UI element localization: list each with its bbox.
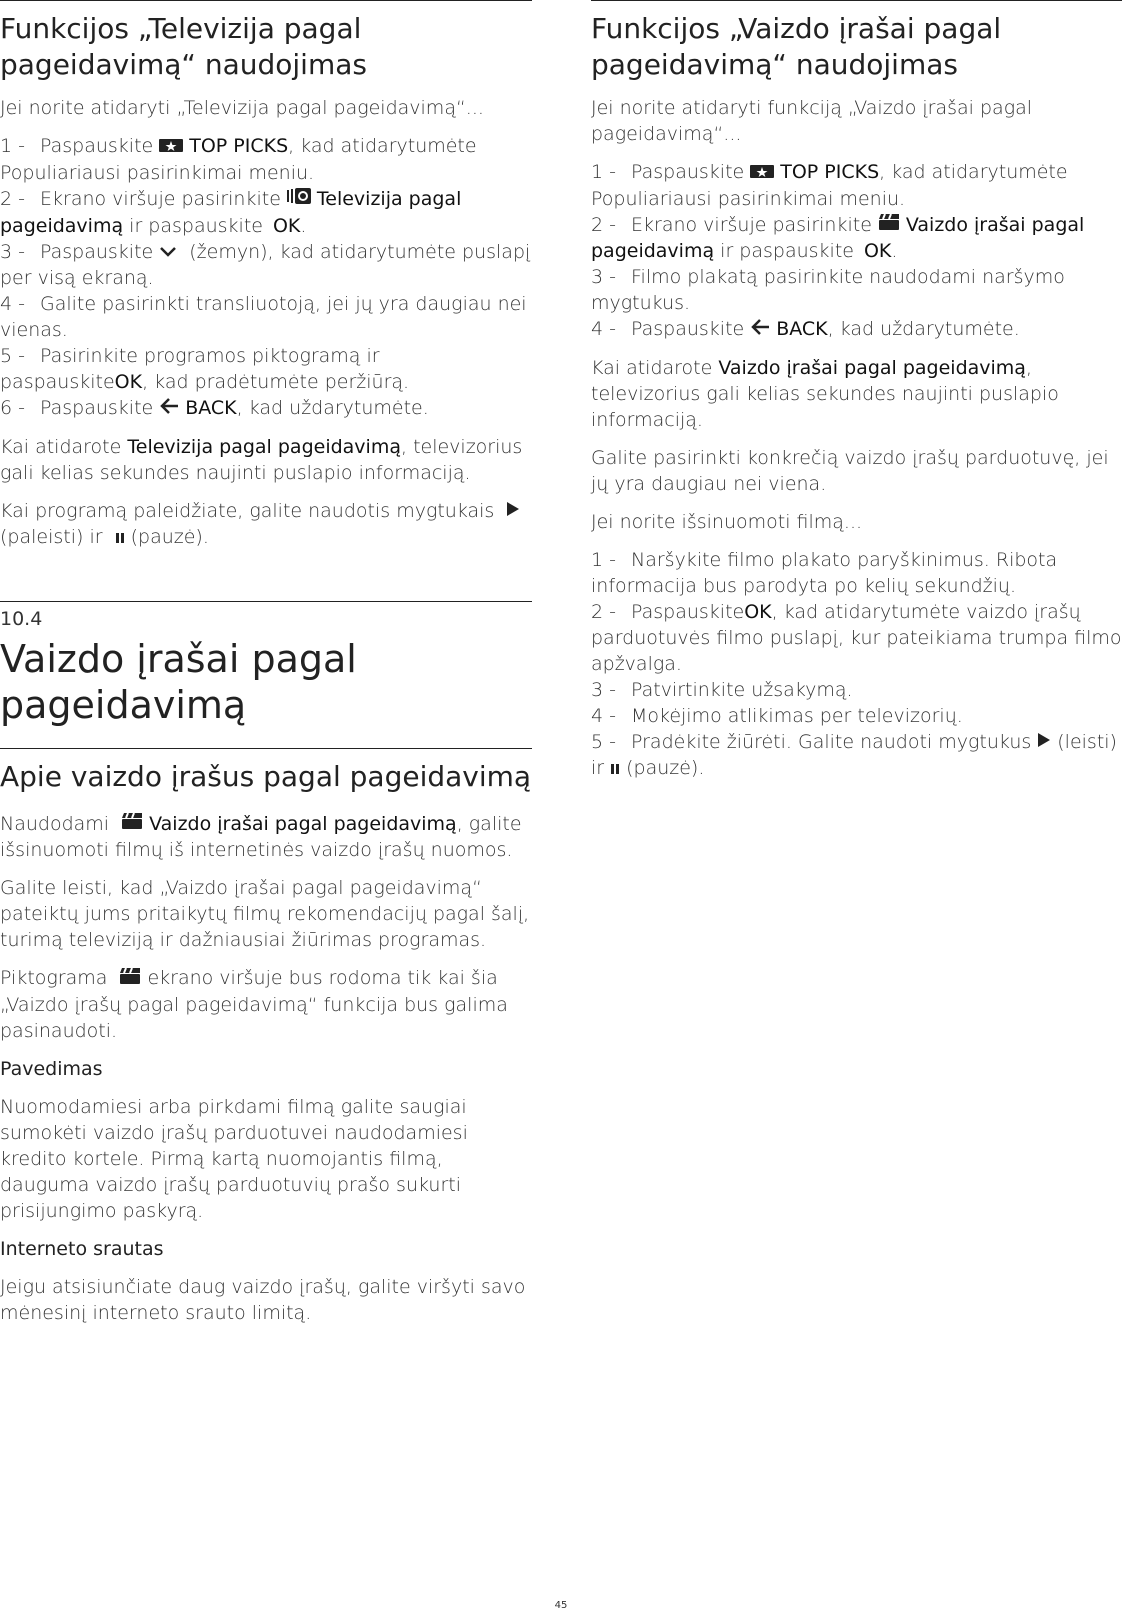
section-rule bbox=[0, 748, 532, 749]
step-item: 2 - PaspauskiteOK, kad atidarytumėte vaizdo įrašų parduotuvės filmo puslapį, kur pateikiama trumpa filmo apžvalga. bbox=[591, 600, 1122, 675]
paragraph: Kai atidarote Televizija pagal pageidavimą, televizorius gali kelias sekundes naujinti puslapio informaciją. bbox=[0, 435, 523, 484]
section-title-tv-on-demand: Funkcijos „Televizija pagal pageidavimą“ naudojimas bbox=[0, 12, 367, 81]
section-rule bbox=[0, 0, 532, 1]
paragraph: Naudodami Vaizdo įrašai pagal pageidavimą, galite išsinuomoti filmų iš internetinės vaizdo įrašų nuomos. bbox=[0, 812, 522, 861]
paragraph: Jeigu atsisiunčiate daug vaizdo įrašų, galite viršyti savo mėnesinį interneto srauto limitą. bbox=[0, 1275, 526, 1324]
right-column bbox=[591, 0, 1122, 782]
subheading-internet-traffic: Interneto srautas bbox=[0, 1237, 164, 1260]
paragraph: Galite leisti, kad „Vaizdo įrašai pagal pageidavimą“ pateiktų jums pritaikytų filmų rekomendacijų pagal šalį, turimą televiziją ir dažniausiai žiūrimas programas. bbox=[0, 877, 530, 951]
pause-icon bbox=[115, 525, 125, 551]
page-number: 45 bbox=[554, 1600, 568, 1611]
back-arrow-icon bbox=[750, 317, 770, 343]
step-item: 4 - Paspauskite BACK, kad uždarytumėte. bbox=[591, 316, 1122, 343]
steps-list bbox=[0, 133, 532, 422]
left-column bbox=[0, 0, 532, 1326]
step-item: 1 - Paspauskite TOP PICKS, kad atidarytumėte Populiariausi pasirinkimai meniu. bbox=[591, 161, 1068, 210]
steps-list bbox=[591, 547, 1122, 782]
section-title-about-vod: Apie vaizdo įrašus pagal pageidavimą bbox=[0, 759, 532, 793]
star-icon bbox=[750, 160, 774, 186]
step-item: 5 - Pradėkite žiūrėti. Galite naudoti mygtukus (leisti) ir (pauzė). bbox=[591, 729, 1122, 782]
play-icon bbox=[1037, 729, 1051, 755]
clapper-icon bbox=[878, 212, 900, 238]
clapper-icon bbox=[119, 966, 141, 992]
step-item: 1 - Naršykite filmo plakato paryškinimus. Ribota informacija bus parodyta po kelių sekundžių. bbox=[591, 548, 1058, 597]
intro-text: Jei norite atidaryti „Televizija pagal pageidavimą“... bbox=[0, 97, 484, 119]
clapper-icon bbox=[121, 811, 143, 837]
steps-list bbox=[591, 159, 1122, 343]
step-item: 3 - Patvirtinkite užsakymą. bbox=[591, 678, 853, 701]
tv-on-demand-icon bbox=[287, 186, 311, 213]
chapter-number: 10.4 bbox=[0, 607, 43, 630]
paragraph: Kai atidarote Vaizdo įrašai pagal pageidavimą, televizorius gali kelias sekundes naujinti puslapio informaciją. bbox=[591, 356, 1059, 431]
section-title-vod-usage: Funkcijos „Vaizdo įrašai pagal pageidavimą“ naudojimas bbox=[591, 12, 1002, 81]
subheading-payment: Pavedimas bbox=[0, 1057, 103, 1080]
play-icon bbox=[506, 498, 520, 524]
step-item: 3 - Filmo plakatą pasirinkite naudodami naršymo mygtukus. bbox=[591, 266, 1065, 314]
paragraph: Nuomodamiesi arba pirkdami filmą galite saugiai sumokėti vaizdo įrašų parduotuvei naudodamiesi kredito kortele. Pirmą kartą nuomojantis filmą, dauguma vaizdo įrašų parduotuvių prašo sukurti prisijungimo paskyrą. bbox=[0, 1095, 468, 1222]
paragraph: Piktograma ekrano viršuje bus rodoma tik kai šia „Vaizdo įrašų pagal pageidavimą“ funkcija bus galima pasinaudoti. bbox=[0, 967, 508, 1042]
pause-icon bbox=[610, 756, 620, 782]
step-item: 2 - Ekrano viršuje pasirinkite Vaizdo įrašai pagal pageidavimą ir paspauskite OK. bbox=[591, 213, 1085, 262]
chapter-rule bbox=[0, 601, 532, 602]
paragraph: Jei norite išsinuomoti filmą... bbox=[591, 510, 863, 533]
section-rule bbox=[591, 0, 1122, 1]
step-item: 3 - Paspauskite (žemyn), kad atidarytumėte puslapį per visą ekraną. bbox=[0, 240, 531, 289]
step-item: 2 - Ekrano viršuje pasirinkite Televizija pagal pageidavimą ir paspauskite OK. bbox=[0, 187, 462, 237]
step-item: 1 - Paspauskite TOP PICKS, kad atidarytumėte Populiariausi pasirinkimai meniu. bbox=[0, 135, 477, 184]
step-item: 5 - Pasirinkite programos piktogramą ir paspauskiteOK, kad pradėtumėte peržiūrą. bbox=[0, 345, 410, 393]
paragraph: Galite pasirinkti konkrečią vaizdo įrašų parduotuvę, jei jų yra daugiau nei viena. bbox=[591, 446, 1109, 495]
chevron-down-icon bbox=[159, 239, 177, 265]
step-item: 4 - Mokėjimo atlikimas per televizorių. bbox=[591, 704, 963, 727]
chapter-title: Vaizdo įrašai pagal pageidavimą bbox=[0, 636, 357, 727]
step-item: 4 - Galite pasirinkti transliuotoją, jei jų yra daugiau nei vienas. bbox=[0, 293, 527, 341]
intro-text: Jei norite atidaryti funkciją „Vaizdo įrašai pagal pageidavimą“... bbox=[591, 97, 1033, 145]
paragraph: Kai programą paleidžiate, galite naudotis mygtukais (paleisti) ir (pauzė). bbox=[0, 498, 532, 551]
step-item: 6 - Paspauskite BACK, kad uždarytumėte. bbox=[0, 395, 532, 422]
star-icon bbox=[159, 134, 183, 160]
back-arrow-icon bbox=[159, 396, 179, 422]
